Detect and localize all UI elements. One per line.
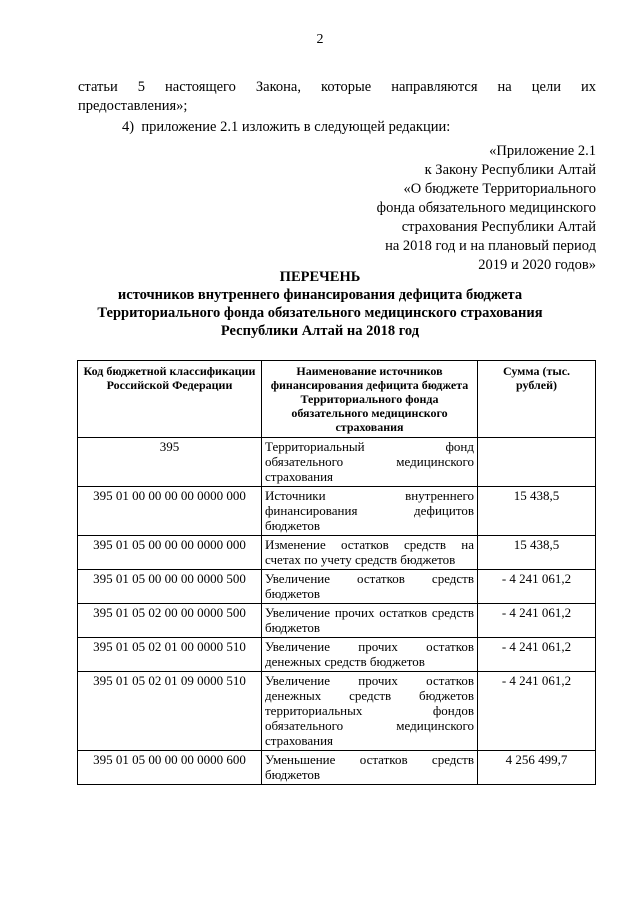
appendix-line: к Закону Республики Алтай (424, 162, 596, 178)
cell-code: 395 (78, 438, 262, 487)
table-header-row (78, 361, 596, 438)
table-row (78, 638, 596, 672)
appendix-line: «О бюджете Территориального (403, 181, 596, 197)
cell-code: 395 01 05 00 00 00 0000 500 (78, 570, 262, 604)
cell-sum: 15 438,5 (478, 487, 596, 536)
page-number: 2 (316, 32, 324, 47)
cell-code: 395 01 05 02 01 00 0000 510 (78, 638, 262, 672)
title-line: Территориального фонда обязательного медицинского страхования (97, 305, 543, 321)
paragraph-line-2: предоставления»; (78, 98, 188, 114)
cell-name: Увеличение остатков средств бюджетов (262, 570, 478, 604)
table-row (78, 438, 596, 487)
cell-code: 395 01 05 00 00 00 0000 600 (78, 751, 262, 785)
table-row (78, 672, 596, 751)
header-code: Код бюджетной классификации Российской Федерации (78, 361, 262, 438)
cell-name: Уменьшение остатков средств бюджетов (262, 751, 478, 785)
cell-name: Увеличение прочих остатков средств бюджетов (262, 604, 478, 638)
cell-code: 395 01 05 02 00 00 0000 500 (78, 604, 262, 638)
cell-name: Увеличение прочих остатков денежных средств бюджетов (262, 638, 478, 672)
cell-name: Увеличение прочих остатков денежных средств бюджетов территориальных фондов обязательного медицинского страхования (262, 672, 478, 751)
header-name: Наименование источников финансирования дефицита бюджета Территориального фонда обязательного медицинского страхования (262, 361, 478, 438)
appendix-line: фонда обязательного медицинского (376, 200, 596, 216)
appendix-line: «Приложение 2.1 (489, 143, 596, 159)
table-row (78, 536, 596, 570)
table-row (78, 751, 596, 785)
paragraph-continuation (78, 78, 596, 116)
document-title (0, 268, 640, 340)
cell-code: 395 01 05 00 00 00 0000 000 (78, 536, 262, 570)
cell-name: Источники внутреннего финансирования дефицитов бюджетов (262, 487, 478, 536)
cell-name: Изменение остатков средств на счетах по учету средств бюджетов (262, 536, 478, 570)
paragraph-line-1: статьи 5 настоящего Закона, которые направляются на цели их (78, 79, 596, 95)
cell-sum: - 4 241 061,2 (478, 672, 596, 751)
appendix-line: на 2018 год и на плановый период (385, 238, 596, 254)
appendix-line: страхования Республики Алтай (401, 219, 596, 235)
cell-sum: 4 256 499,7 (478, 751, 596, 785)
appendix-line: 2019 и 2020 годов» (478, 257, 596, 273)
table-row (78, 604, 596, 638)
appendix-heading (377, 142, 596, 275)
cell-code: 395 01 05 02 01 09 0000 510 (78, 672, 262, 751)
item-4-text: 4) приложение 2.1 изложить в следующей редакции: (122, 119, 451, 135)
sources-table (77, 360, 596, 785)
cell-code: 395 01 00 00 00 00 0000 000 (78, 487, 262, 536)
cell-sum: - 4 241 061,2 (478, 638, 596, 672)
title-line: источников внутреннего финансирования дефицита бюджета (117, 287, 523, 303)
table-row (78, 487, 596, 536)
table-row (78, 570, 596, 604)
title-line: Республики Алтай на 2018 год (220, 323, 420, 339)
title-heading: ПЕРЕЧЕНЬ (279, 269, 361, 285)
cell-sum: - 4 241 061,2 (478, 604, 596, 638)
cell-name: Территориальный фонд обязательного медицинского страхования (262, 438, 478, 487)
cell-sum: 15 438,5 (478, 536, 596, 570)
header-sum: Сумма (тыс. рублей) (478, 361, 596, 438)
cell-sum (478, 438, 596, 487)
cell-sum: - 4 241 061,2 (478, 570, 596, 604)
